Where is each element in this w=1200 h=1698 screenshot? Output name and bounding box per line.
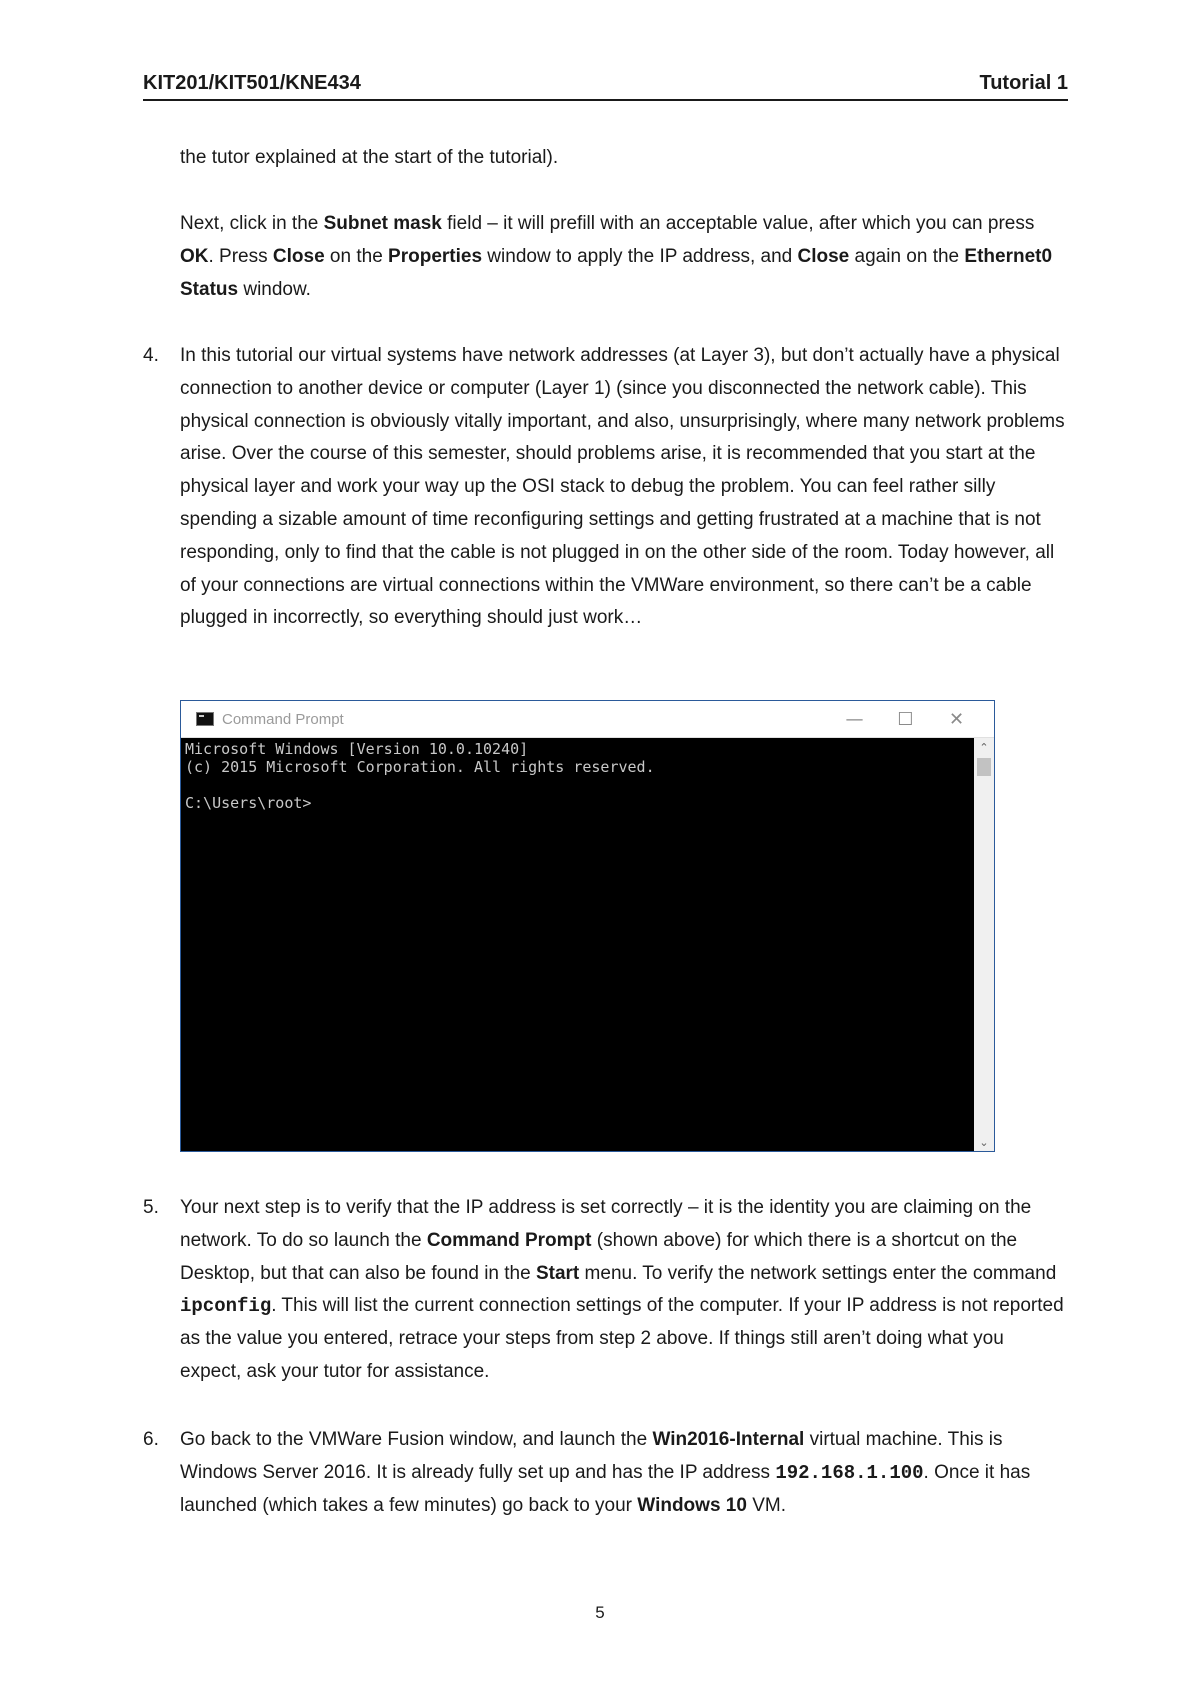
console-line	[185, 776, 970, 794]
step-5	[143, 1192, 1070, 1389]
command-prompt-titlebar[interactable]	[181, 701, 994, 738]
console-icon	[196, 712, 214, 726]
minimize-icon[interactable]: —	[845, 708, 864, 730]
course-code: KIT201/KIT501/KNE434	[143, 72, 361, 94]
ip-address: 192.168.1.100	[775, 1461, 924, 1484]
close-icon[interactable]: ✕	[948, 708, 965, 730]
console-line: (c) 2015 Microsoft Corporation. All rights reserved.	[185, 758, 655, 776]
scroll-up-icon[interactable]: ⌃	[979, 741, 989, 754]
vertical-scrollbar[interactable]	[974, 738, 994, 1151]
step-5-number: 5.	[143, 1197, 159, 1218]
page-header	[143, 72, 1068, 101]
step-4-text: In this tutorial our virtual systems have network addresses (at Layer 3), but don’t actually have a physical connection to another device or computer (Layer 1) (since you disconnected the network cable). This physical connection is obviously vitally important, and also, unsurprisingly, where many network problems arise. Over the course of this semester, should problems arise, it is recommended that you start at the physical layer and work your way up the OSI stack to debug the problem. You can feel rather silly spending a sizable amount of time reconfiguring settings and getting frustrated at a machine that is not responding, only to find that the cable is not plugged in on the other side of the room. Today however, all of your connections are virtual connections within the VMWare environment, so there can’t be a cable plugged in incorrectly, so everything should just work…	[180, 345, 1065, 629]
console-output[interactable]	[181, 738, 974, 1151]
intro-paragraph-2: Next, click in the Subnet mask field – it will prefill with an acceptable value, after which you can press OK. Press Close on the Properties window to apply the IP address, and Close again on the Ethernet0 Status window.	[180, 213, 1053, 300]
window-controls	[829, 701, 982, 737]
tutorial-label: Tutorial 1	[979, 72, 1068, 94]
scrollbar-thumb[interactable]	[977, 758, 991, 776]
scroll-down-icon[interactable]: ⌄	[979, 1136, 989, 1149]
step-5-text: Your next step is to verify that the IP address is set correctly – it is the identity you are claiming on the network. To do so launch the Command Prompt (shown above) for which there is a shortcut on the Desktop, but that can also be found in the Start menu. To verify the network settings enter the command ipconfig. This will list the current connection settings of the computer. If your IP address is not reported as the value you entered, retrace your steps from step 2 above. If things still aren’t doing what you expect, ask your tutor for assistance.	[180, 1197, 1064, 1382]
step-4	[143, 340, 1070, 635]
step-6-number: 6.	[143, 1429, 159, 1450]
maximize-icon[interactable]: ☐	[897, 708, 914, 730]
page-number: 5	[595, 1603, 605, 1622]
window-title: Command Prompt	[222, 710, 344, 728]
console-line: Microsoft Windows [Version 10.0.10240]	[185, 740, 529, 758]
intro-paragraph-1: the tutor explained at the start of the tutorial).	[180, 147, 559, 168]
step-4-number: 4.	[143, 345, 159, 366]
command-prompt-window	[180, 700, 995, 1152]
step-6	[143, 1424, 1070, 1522]
step-6-text: Go back to the VMWare Fusion window, and launch the Win2016-Internal virtual machine. This is Windows Server 2016. It is already fully set up and has the IP address 192.168.1.100. Once it has launched (which takes a few minutes) go back to your Windows 10 VM.	[180, 1429, 1031, 1516]
console-prompt-line: C:\Users\root>	[185, 794, 312, 812]
ipconfig-command: ipconfig	[180, 1295, 272, 1318]
